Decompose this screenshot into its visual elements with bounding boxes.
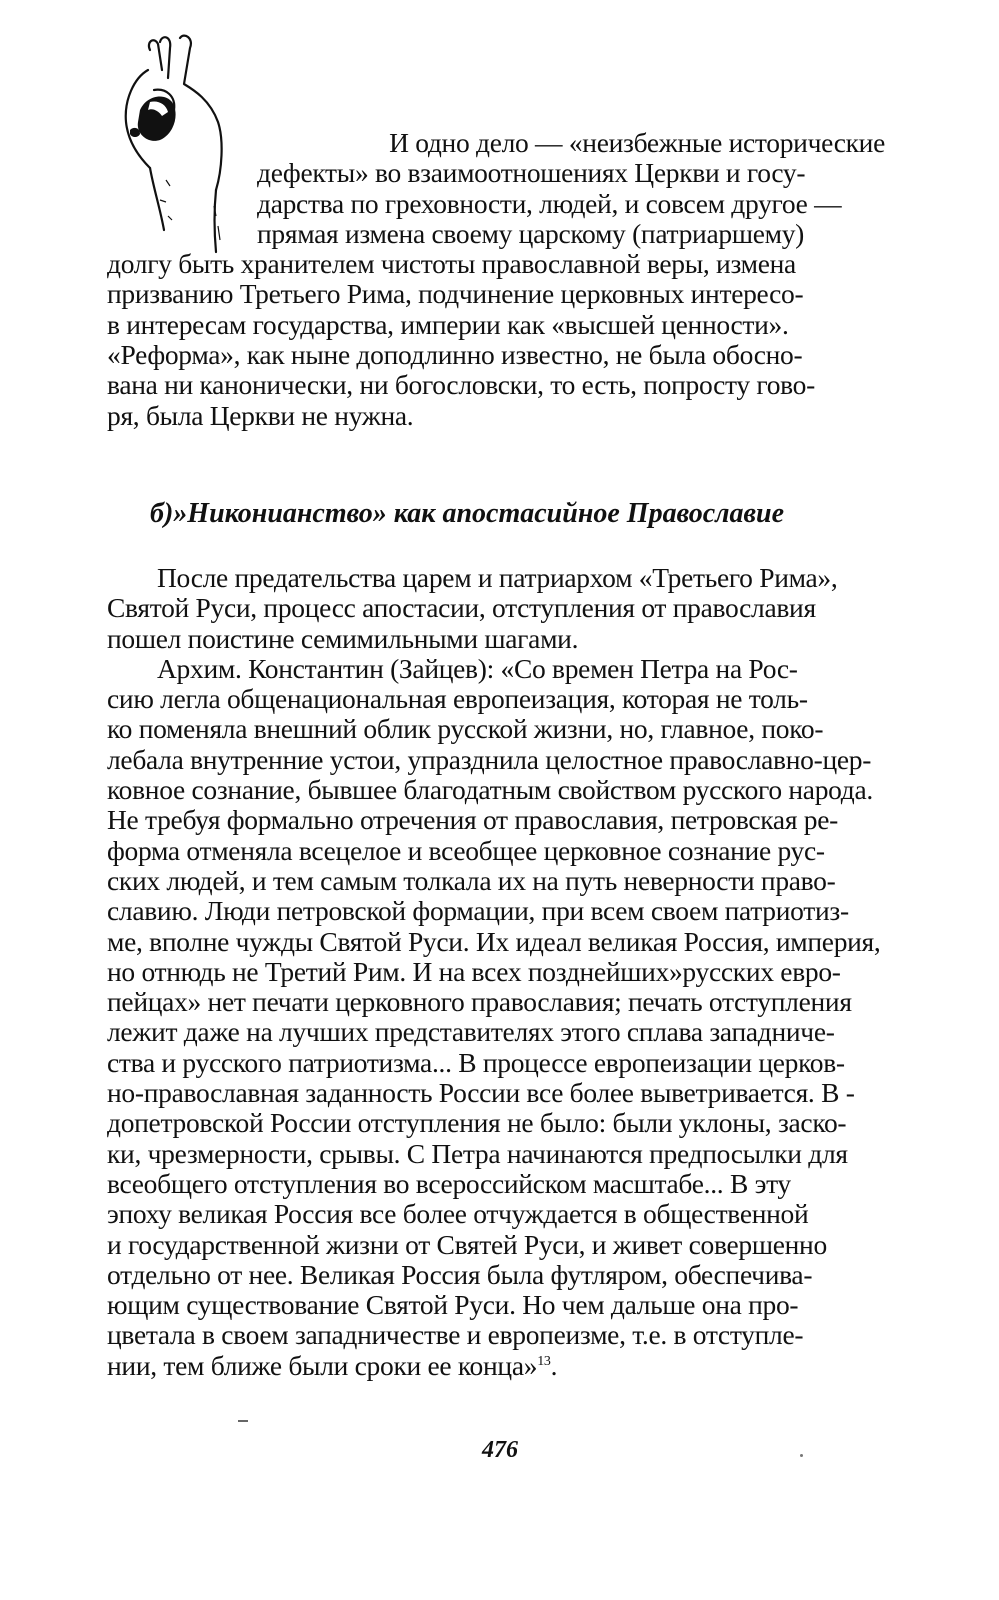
paragraph-quote <box>107 654 885 1381</box>
body-text <box>107 563 885 1381</box>
text-line: ства и русского патриотизма... В процессе европеизации церков- <box>107 1047 845 1078</box>
text-line-last <box>107 1351 885 1381</box>
page-number: 476 <box>482 1437 518 1463</box>
text-line: и государственной жизни от Святей Руси, и живет совершенно <box>107 1229 827 1260</box>
paragraph-intro <box>107 128 885 431</box>
footnote-reference[interactable]: 13 <box>537 1353 551 1369</box>
text-line: всеобщего отступления во всероссийском масштабе... В эту <box>107 1168 791 1199</box>
text-line: эпоху великая Россия все более отчуждается в общественной <box>107 1199 809 1230</box>
text-line: вана ни канонически, ни богословски, то есть, попросту гово- <box>107 370 815 401</box>
section-heading: б)»Никонианство» как апостасийное Православие <box>150 498 785 529</box>
print-speck <box>238 1420 248 1422</box>
text-line: цветала в своем западничестве и европеизме, т.е. в отступле- <box>107 1320 804 1351</box>
paragraph <box>107 563 885 654</box>
text-line: но отнюдь не Третий Рим. И на всех позднейших»русских евро- <box>107 956 841 987</box>
text-line: призванию Третьего Рима, подчинение церковных интересо- <box>107 279 804 310</box>
text-line: дарства по греховности, людей, и совсем другое — <box>257 188 842 219</box>
text-line: но-православная заданность России все более выветривается. В - <box>107 1078 855 1109</box>
text-line: сию легла общенациональная европеизация, которая не толь- <box>107 684 808 715</box>
final-period: . <box>550 1350 558 1381</box>
text-line: прямая измена своему царскому (патриаршему) <box>257 218 805 249</box>
text-line: Архим. Константин (Зайцев): «Со времен Петра на Рос- <box>157 653 798 684</box>
text-line: допетровской России отступления не было: были уклоны, заско- <box>107 1108 847 1139</box>
text-line: Не требуя формально отречения от православия, петровская ре- <box>107 805 838 836</box>
text-line: «Реформа», как ныне доподлинно известно, не была обосно- <box>107 340 803 371</box>
text-line-content: нии, тем ближе были сроки ее конца» <box>107 1350 538 1381</box>
text-line: пошел поистине семимильными шагами. <box>107 623 579 654</box>
text-line: лежит даже на лучших представителях этого сплава западниче- <box>107 1017 835 1048</box>
print-speck <box>800 1454 803 1457</box>
text-line: Святой Руси, процесс апостасии, отступления от православия <box>107 593 816 624</box>
text-line: ме, вполне чужды Святой Руси. Их идеал великая Россия, империя, <box>107 926 881 957</box>
text-line: ющим существование Святой Руси. Но чем дальше она про- <box>107 1290 799 1321</box>
text-line: И одно дело — «неизбежные исторические <box>389 128 885 158</box>
text-line: форма отменяла всецелое и всеобщее церковное сознание рус- <box>107 835 825 866</box>
text-line: После предательства царем и патриархом «Третьего Рима», <box>157 563 838 593</box>
text-line: ки, чрезмерности, срывы. С Петра начинаются предпосылки для <box>107 1138 848 1169</box>
text-line: ских людей, и тем самым толкала их на путь неверности право- <box>107 865 836 896</box>
text-line: в интересам государства, империи как «высшей ценности». <box>107 309 789 340</box>
text-line: дефекты» во взаимоотношениях Церкви и госу- <box>257 158 806 189</box>
text-line: славию. Люди петровской формации, при всем своем патриотиз- <box>107 896 849 927</box>
text-line: пейцах» нет печати церковного православия; печать отступления <box>107 987 852 1018</box>
text-line: ко поменяла внешний облик русской жизни, но, главное, поко- <box>107 714 824 745</box>
text-line: долгу быть хранителем чистоты православной веры, измена <box>107 249 796 280</box>
text-line: лебала внутренние устои, упразднила целостное православно-цер- <box>107 744 872 775</box>
text-line: ковное сознание, бывшее благодатным свойством русского народа. <box>107 775 873 806</box>
text-line: ря, была Церкви не нужна. <box>107 400 414 431</box>
text-line: отдельно от нее. Великая Россия была футляром, обеспечива- <box>107 1259 813 1290</box>
